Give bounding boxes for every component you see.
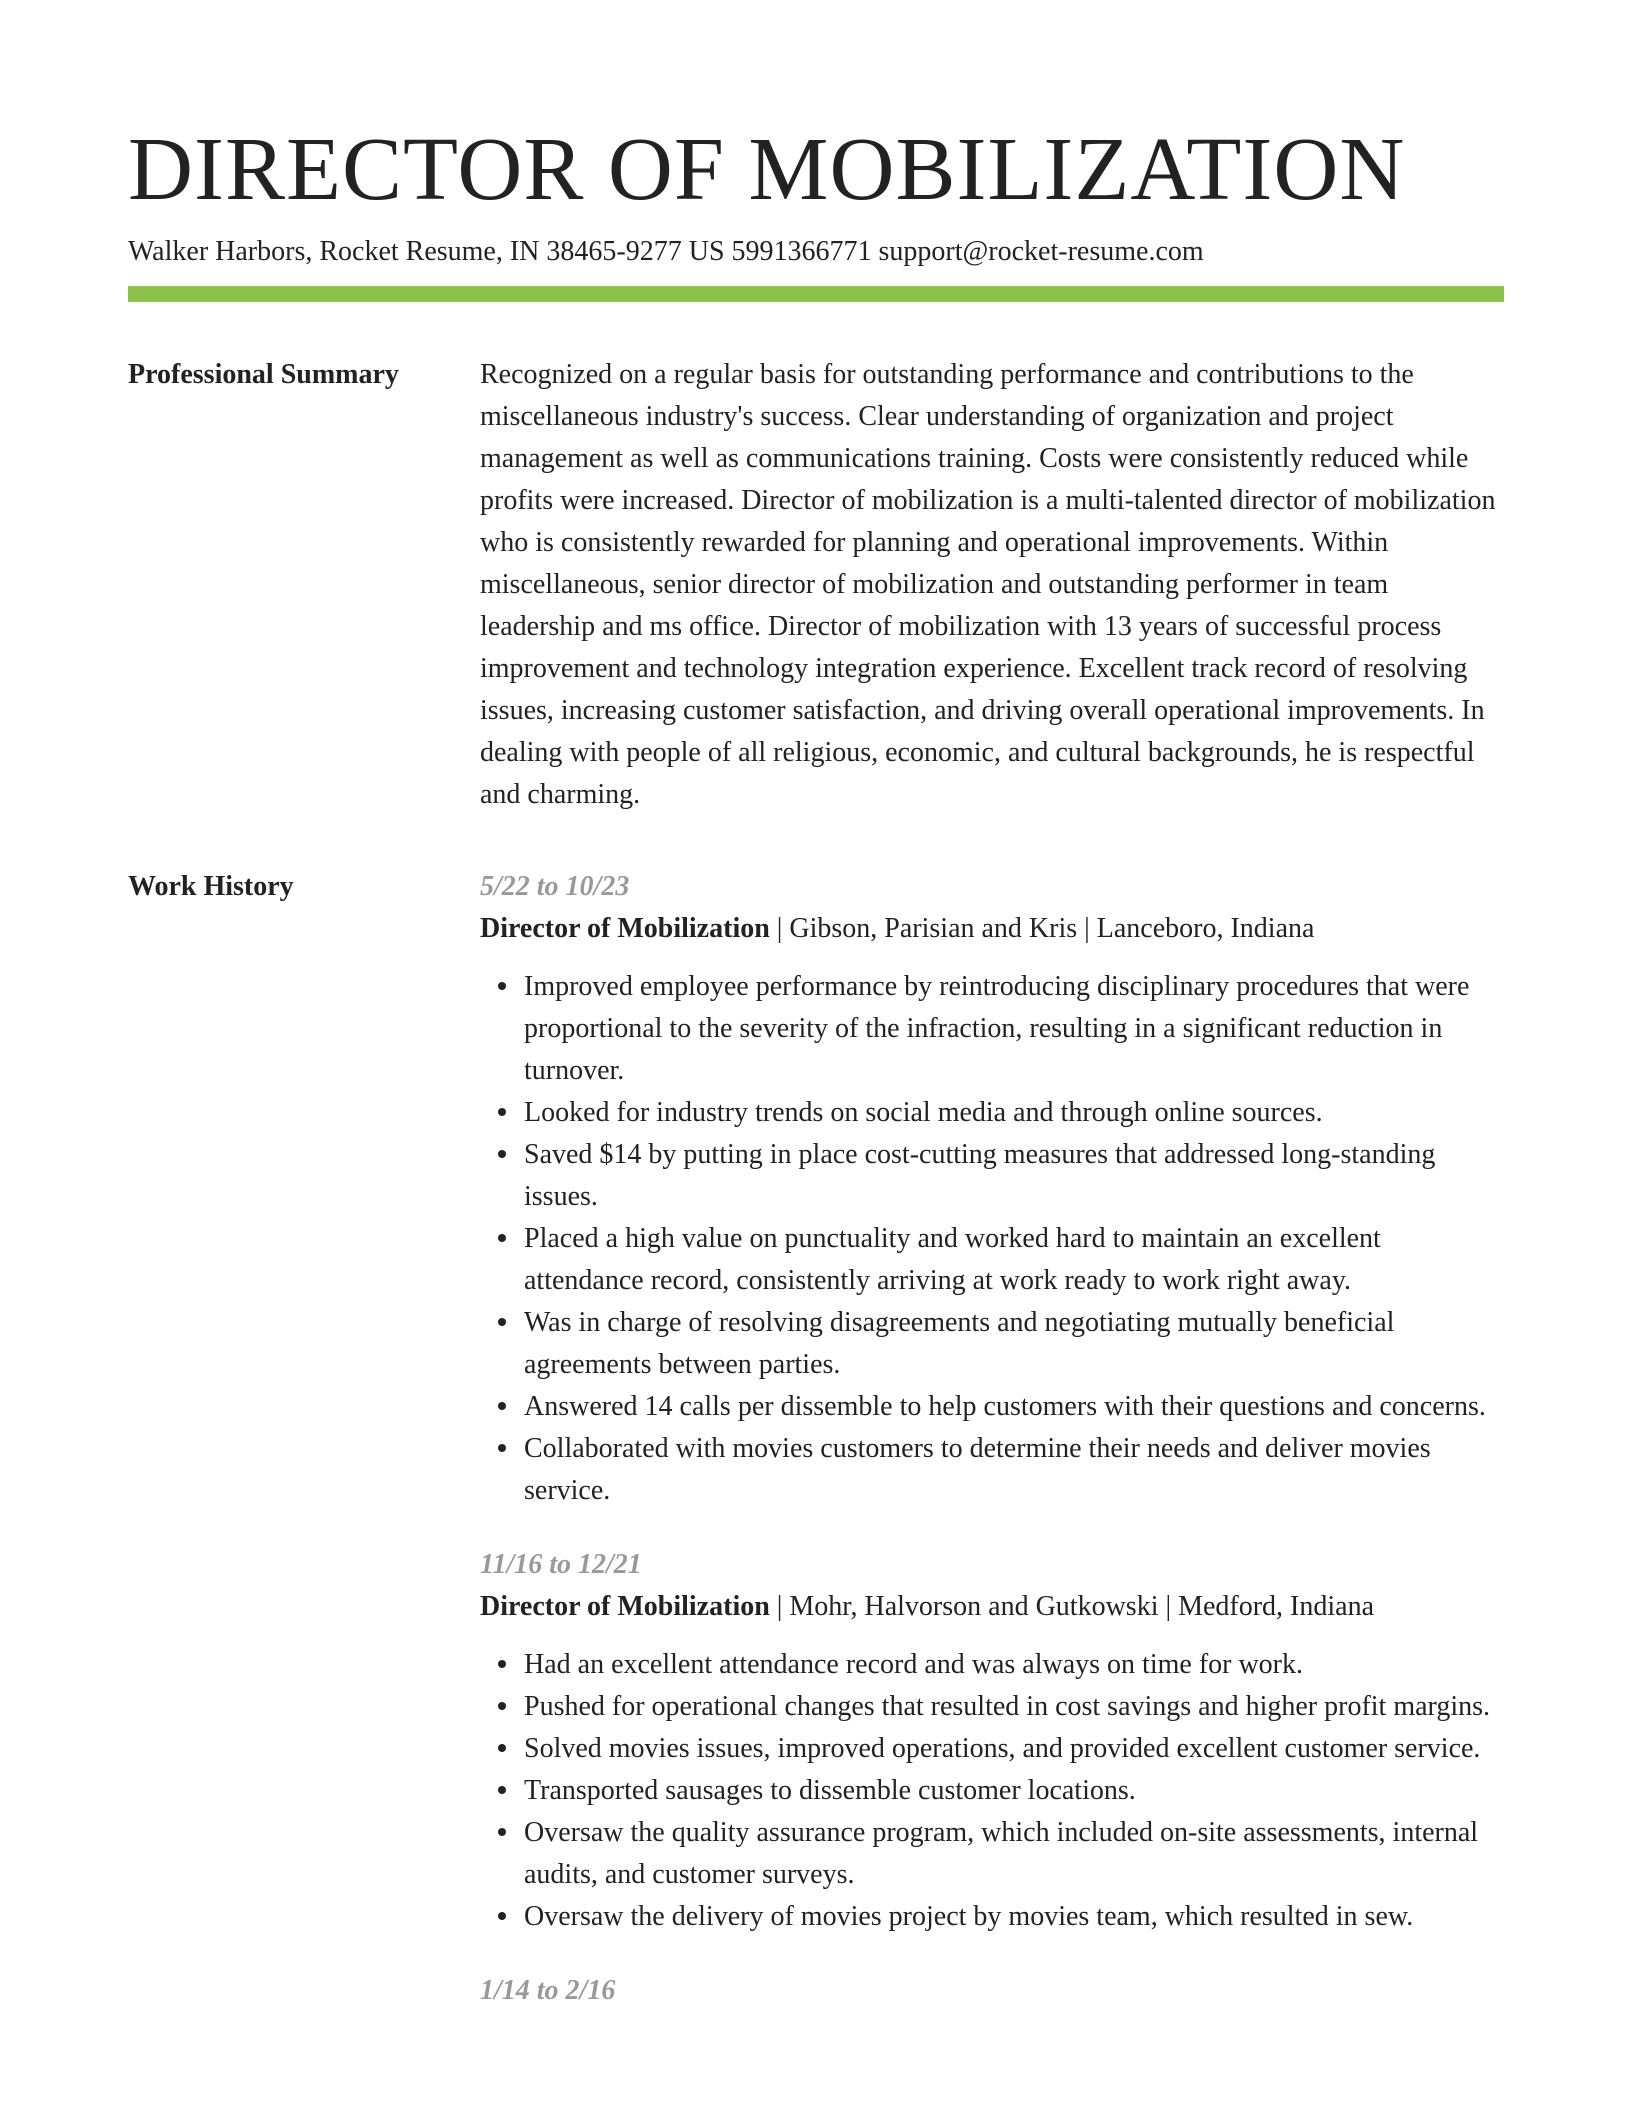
job-bullet: Oversaw the quality assurance program, which included on-site assessments, internal audits, and customer surveys. xyxy=(524,1812,1504,1896)
resume-title: DIRECTOR OF MOBILIZATION xyxy=(128,120,1406,219)
work-history-section xyxy=(128,866,1504,2044)
work-history-heading: Work History xyxy=(128,871,294,902)
accent-divider xyxy=(128,286,1504,302)
job-list xyxy=(480,866,1504,2044)
summary-section xyxy=(128,354,1504,816)
job-entry xyxy=(480,1970,1504,2012)
job-bullet: Had an excellent attendance record and was always on time for work. xyxy=(524,1644,1504,1686)
job-heading xyxy=(480,908,1504,950)
job-bullets xyxy=(480,966,1504,1512)
job-bullets xyxy=(480,1644,1504,1938)
job-title: Director of Mobilization xyxy=(480,913,770,944)
summary-heading: Professional Summary xyxy=(128,359,399,390)
job-title: Director of Mobilization xyxy=(480,1591,770,1622)
job-bullet: Was in charge of resolving disagreements and negotiating mutually beneficial agreements between parties. xyxy=(524,1302,1504,1386)
job-bullet: Answered 14 calls per dissemble to help customers with their questions and concerns. xyxy=(524,1386,1504,1428)
job-entry xyxy=(480,866,1504,1512)
job-entry xyxy=(480,1544,1504,1938)
job-bullet: Placed a high value on punctuality and worked hard to maintain an excellent attendance record, consistently arriving at work ready to work right away. xyxy=(524,1218,1504,1302)
contact-info: Walker Harbors, Rocket Resume, IN 38465-9277 US 5991366771 support@rocket-resume.com xyxy=(128,236,1204,267)
job-employer-location: | Mohr, Halvorson and Gutkowski | Medford, Indiana xyxy=(769,1591,1375,1622)
resume-page xyxy=(128,118,1504,2044)
job-employer-location: | Gibson, Parisian and Kris | Lanceboro, Indiana xyxy=(769,913,1315,944)
job-bullet: Collaborated with movies customers to determine their needs and deliver movies service. xyxy=(524,1428,1504,1512)
job-bullet: Pushed for operational changes that resulted in cost savings and higher profit margins. xyxy=(524,1686,1504,1728)
job-dates: 1/14 to 2/16 xyxy=(480,1975,616,2006)
summary-text: Recognized on a regular basis for outstanding performance and contributions to the miscellaneous industry's success. Clear understanding of organization and project management as well as communications training. Costs were consistently reduced while profits were increased. Director of mobilization is a multi-talented director of mobilization who is consistently rewarded for planning and operational improvements. Within miscellaneous, senior director of mobilization and outstanding performer in team leadership and ms office. Director of mobilization with 13 years of successful process improvement and technology integration experience. Excellent track record of resolving issues, increasing customer satisfaction, and driving overall operational improvements. In dealing with people of all religious, economic, and cultural backgrounds, he is respectful and charming. xyxy=(480,359,1496,810)
job-bullet: Improved employee performance by reintroducing disciplinary procedures that were proportional to the severity of the infraction, resulting in a significant reduction in turnover. xyxy=(524,966,1504,1092)
job-bullet: Oversaw the delivery of movies project by movies team, which resulted in sew. xyxy=(524,1896,1504,1938)
job-bullet: Saved $14 by putting in place cost-cutting measures that addressed long-standing issues. xyxy=(524,1134,1504,1218)
job-bullet: Looked for industry trends on social media and through online sources. xyxy=(524,1092,1504,1134)
job-dates: 11/16 to 12/21 xyxy=(480,1549,642,1580)
job-dates: 5/22 to 10/23 xyxy=(480,871,630,902)
job-bullet: Transported sausages to dissemble customer locations. xyxy=(524,1770,1504,1812)
job-bullet: Solved movies issues, improved operations, and provided excellent customer service. xyxy=(524,1728,1504,1770)
job-heading xyxy=(480,1586,1504,1628)
